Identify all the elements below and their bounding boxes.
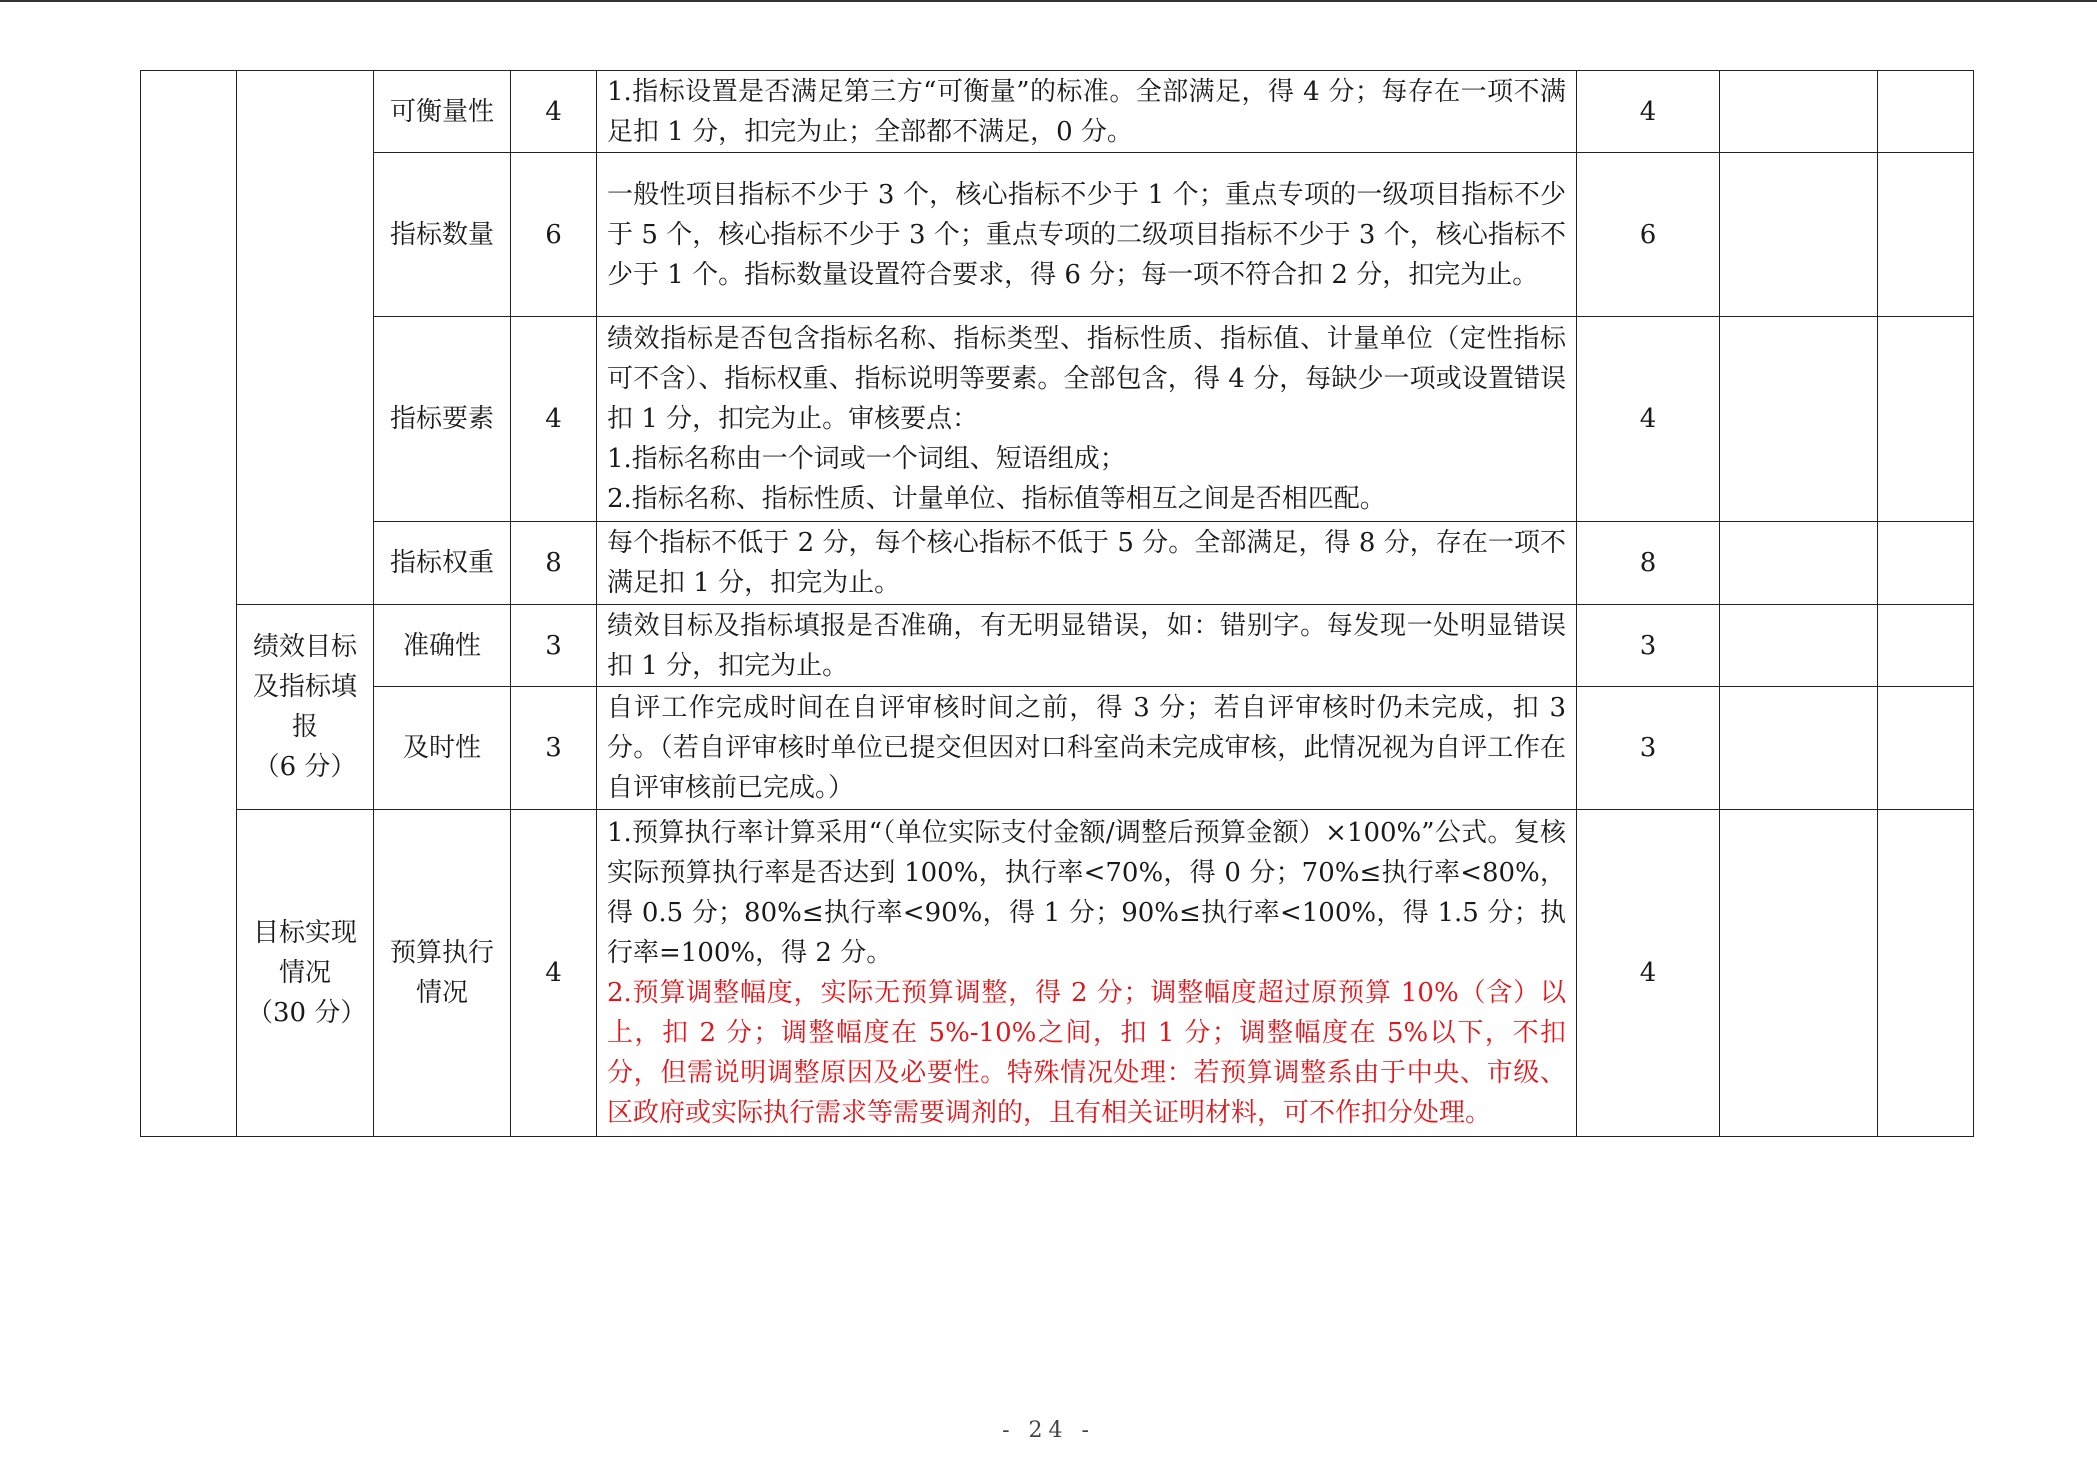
empty-cell (1720, 71, 1878, 153)
empty-cell (1720, 687, 1878, 810)
criteria-highlight: 2.预算调整幅度，实际无预算调整，得 2 分；调整幅度超过原预算 10%（含）以上，扣 2 分；调整幅度在 5%-10%之间，扣 1 分；调整幅度在 5%以下，不扣分，但需说明调整原因及必要性。特殊情况处理：若预算调整系由于中央、市级、区政府或实际执行需求等需要调剂的，且有相关证明材料，可不作扣分处理。 (607, 978, 1566, 1128)
criteria-line: 绩效目标及指标填报是否准确，有无明显错误，如：错别字。每发现一处明显错误扣 1 分，扣完为止。 (607, 610, 1566, 681)
table-row (141, 687, 1974, 810)
first-level-cell (141, 71, 237, 1137)
empty-cell (1720, 153, 1878, 317)
indicator-points: 4 (511, 71, 597, 153)
criteria-line: 绩效指标是否包含指标名称、指标类型、指标性质、指标值、计量单位（定性指标可不含）、指标权重、指标说明等要素。全部包含，得 4 分，每缺少一项或设置错误扣 1 分，扣完为止。审核要点： (607, 324, 1566, 434)
empty-cell (1878, 605, 1974, 687)
indicator-points: 8 (511, 522, 597, 605)
criteria-line: 2.指标名称、指标性质、计量单位、指标值等相互之间是否相匹配。 (607, 484, 1386, 514)
score-value: 8 (1577, 522, 1720, 605)
scoring-criteria (597, 605, 1577, 687)
empty-cell (1878, 317, 1974, 522)
table-row (141, 153, 1974, 317)
group-label-line: 绩效目标 (252, 632, 357, 662)
criteria-line: 自评工作完成时间在自评审核时间之前，得 3 分；若自评审核时仍未完成，扣 3 分。（若自评审核时单位已提交但因对口科室尚未完成审核，此情况视为自评工作在自评审核前已完成。） (607, 693, 1566, 803)
second-level-cell (237, 71, 374, 605)
empty-cell (1878, 687, 1974, 810)
empty-cell (1720, 317, 1878, 522)
group-label-line: （6 分） (253, 752, 357, 782)
table-row (141, 71, 1974, 153)
criteria-line: 1.预算执行率计算采用“（单位实际支付金额/调整后预算金额）×100%”公式。复核实际预算执行率是否达到 100%，执行率<70%，得 0 分；70%≤执行率<80%，得 0.5 分；80%≤执行率<90%，得 1 分；90%≤执行率<100%，得 1.5 分；执行率=100%，得 2 分。 (607, 818, 1566, 968)
scoring-criteria (597, 522, 1577, 605)
indicator-points: 4 (511, 810, 597, 1137)
group-label (237, 810, 374, 1137)
indicator-points: 3 (511, 687, 597, 810)
indicator-name: 可衡量性 (374, 71, 511, 153)
empty-cell (1878, 810, 1974, 1137)
indicator-name: 准确性 (374, 605, 511, 687)
table-row (141, 605, 1974, 687)
group-label-line: 报 (291, 712, 318, 742)
indicator-name: 及时性 (374, 687, 511, 810)
empty-cell (1878, 71, 1974, 153)
table-row (141, 317, 1974, 522)
top-rule (0, 0, 2097, 2)
criteria-line: 每个指标不低于 2 分，每个核心指标不低于 5 分。全部满足，得 8 分，存在一项不满足扣 1 分，扣完为止。 (607, 528, 1566, 598)
score-value: 4 (1577, 71, 1720, 153)
criteria-line: 1.指标名称由一个词或一个词组、短语组成； (607, 444, 1126, 474)
score-value: 6 (1577, 153, 1720, 317)
indicator-points: 4 (511, 317, 597, 522)
scoring-criteria (597, 687, 1577, 810)
score-value: 3 (1577, 687, 1720, 810)
table-row (141, 810, 1974, 1137)
indicator-name: 指标要素 (374, 317, 511, 522)
indicator-name (374, 810, 511, 1137)
group-label (237, 605, 374, 810)
scoring-criteria (597, 317, 1577, 522)
score-value: 3 (1577, 605, 1720, 687)
table-row (141, 522, 1974, 605)
empty-cell (1720, 605, 1878, 687)
group-label-line: 及指标填 (252, 672, 357, 702)
group-label-line: 情况 (278, 958, 331, 988)
empty-cell (1720, 522, 1878, 605)
indicator-points: 3 (511, 605, 597, 687)
scoring-table (140, 70, 1974, 1137)
score-value: 4 (1577, 317, 1720, 522)
indicator-name: 指标数量 (374, 153, 511, 317)
empty-cell (1720, 810, 1878, 1137)
scoring-criteria (597, 810, 1577, 1137)
indicator-name-line: 情况 (415, 978, 468, 1008)
indicator-points: 6 (511, 153, 597, 317)
group-label-line: （30 分） (247, 998, 367, 1028)
indicator-name-line: 预算执行 (389, 938, 494, 968)
scoring-criteria (597, 71, 1577, 153)
criteria-line: 一般性项目指标不少于 3 个，核心指标不少于 1 个；重点专项的一级项目指标不少于 5 个，核心指标不少于 3 个；重点专项的二级项目指标不少于 3 个，核心指标不少于 1 个。指标数量设置符合要求，得 6 分；每一项不符合扣 2 分，扣完为止。 (607, 179, 1566, 290)
indicator-name: 指标权重 (374, 522, 511, 605)
score-value: 4 (1577, 810, 1720, 1137)
empty-cell (1878, 153, 1974, 317)
group-label-line: 目标实现 (252, 918, 357, 948)
empty-cell (1878, 522, 1974, 605)
page-number: - 24 - (1002, 1418, 1095, 1443)
scoring-criteria (597, 153, 1577, 317)
criteria-line: 1.指标设置是否满足第三方“可衡量”的标准。全部满足，得 4 分；每存在一项不满足扣 1 分，扣完为止；全部都不满足，0 分。 (607, 76, 1566, 147)
